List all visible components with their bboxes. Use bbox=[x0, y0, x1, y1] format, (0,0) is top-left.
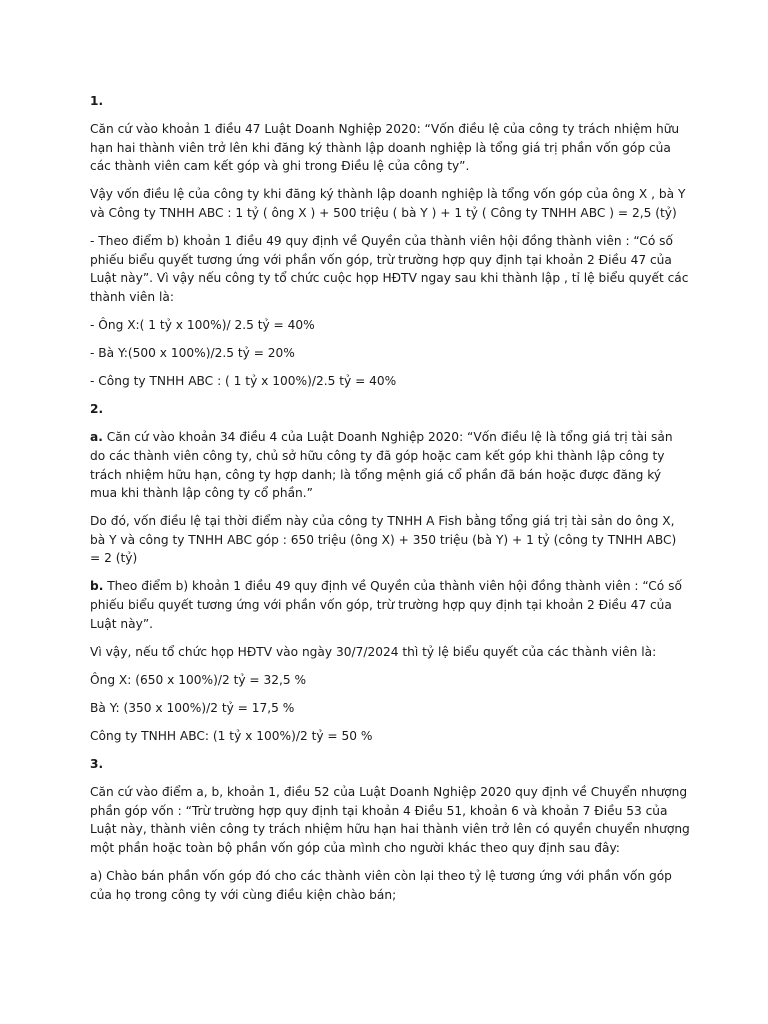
part-a-label: a. bbox=[90, 430, 103, 445]
section-3-heading: 3. bbox=[90, 757, 104, 772]
section-1-vote-ba-y: - Bà Y:(500 x 100%)/2.5 tỷ = 20% bbox=[90, 346, 295, 361]
section-2-part-a bbox=[90, 428, 690, 502]
section-1-paragraph-2: Vậy vốn điều lệ của công ty khi đăng ký thành lập doanh nghiệp là tổng vốn góp của ông X , bà Y và Công ty TNHH ABC : 1 tỷ ( ông X ) + 500 triệu ( bà Y ) + 1 tỷ ( Công ty TNHH ABC ) = 2,5 (tỷ) bbox=[90, 187, 686, 220]
section-1-heading: 1. bbox=[90, 94, 104, 108]
section-2-part-a-conclusion: Do đó, vốn điều lệ tại thời điểm này của công ty TNHH A Fish bằng tổng giá trị tài sản do ông X, bà Y và công ty TNHH ABC góp : 650 triệu (ông X) + 350 triệu (bà Y) + 1 tỷ (công ty TNHH ABC) = 2 (tỷ) bbox=[90, 514, 677, 566]
section-2-part-b bbox=[90, 577, 690, 633]
section-1-vote-abc: - Công ty TNHH ABC : ( 1 tỷ x 100%)/2.5 tỷ = 40% bbox=[90, 374, 397, 389]
section-2-vote-abc: Công ty TNHH ABC: (1 tỷ x 100%)/2 tỷ = 50 % bbox=[90, 729, 373, 744]
section-2-paragraph-1: Vì vậy, nếu tổ chức họp HĐTV vào ngày 30/7/2024 thì tỷ lệ biểu quyết của các thành viên là: bbox=[90, 644, 657, 659]
part-b-label: b. bbox=[90, 579, 104, 594]
section-3-paragraph-2: a) Chào bán phần vốn góp đó cho các thành viên còn lại theo tỷ lệ tương ứng với phần vốn góp của họ trong công ty với cùng điều kiện chào bán; bbox=[90, 869, 672, 902]
section-1-vote-ong-x: - Ông X:( 1 tỷ x 100%)/ 2.5 tỷ = 40% bbox=[90, 317, 315, 332]
section-2-vote-ong-x: Ông X: (650 x 100%)/2 tỷ = 32,5 % bbox=[90, 672, 307, 687]
document-page bbox=[90, 92, 690, 914]
section-2-vote-ba-y: Bà Y: (350 x 100%)/2 tỷ = 17,5 % bbox=[90, 700, 295, 715]
section-1-paragraph-1: Căn cứ vào khoản 1 điều 47 Luật Doanh Nghiệp 2020: “Vốn điều lệ của công ty trách nhiệm hữu hạn hai thành viên trở lên khi đăng ký thành lập doanh nghiệp là tổng giá trị phần vốn góp của các thành viên cam kết góp và ghi trong Điều lệ của công ty”. bbox=[90, 122, 680, 174]
part-a-text: Căn cứ vào khoản 34 điều 4 của Luật Doanh Nghiệp 2020: “Vốn điều lệ là tổng giá trị tài sản do các thành viên công ty, chủ sở hữu công ty đã góp hoặc cam kết góp khi thành lập công ty trách nhiệm hữu hạn, công ty hợp danh; là tổng mệnh giá cổ phần đã bán hoặc được đăng ký mua khi thành lập công ty cổ phần.” bbox=[90, 430, 673, 501]
part-b-text: Theo điểm b) khoản 1 điều 49 quy định về Quyền của thành viên hội đồng thành viên : “Có số phiếu biểu quyết tương ứng với phần vốn góp, trừ trường hợp quy định tại khoản 2 Điều 47 của Luật này”. bbox=[90, 579, 682, 631]
section-2-heading: 2. bbox=[90, 402, 104, 417]
section-3-paragraph-1: Căn cứ vào điểm a, b, khoản 1, điều 52 của Luật Doanh Nghiệp 2020 quy định về Chuyển nhượng phần góp vốn : “Trừ trường hợp quy định tại khoản 4 Điều 51, khoản 6 và khoản 7 Điều 53 của Luật này, thành viên công ty trách nhiệm hữu hạn hai thành viên trở lên có quyền chuyển nhượng một phần hoặc toàn bộ phần vốn góp của mình cho người khác theo quy định sau đây: bbox=[90, 785, 690, 855]
section-1-paragraph-3: - Theo điểm b) khoản 1 điều 49 quy định về Quyền của thành viên hội đồng thành viên : “Có số phiếu biểu quyết tương ứng với phần vốn góp, trừ trường hợp quy định tại khoản 2 Điều 47 của Luật này”. Vì vậy nếu công ty tổ chức cuộc họp HĐTV ngay sau khi thành lập , tỉ lệ biểu quyết các thành viên là: bbox=[90, 234, 689, 304]
